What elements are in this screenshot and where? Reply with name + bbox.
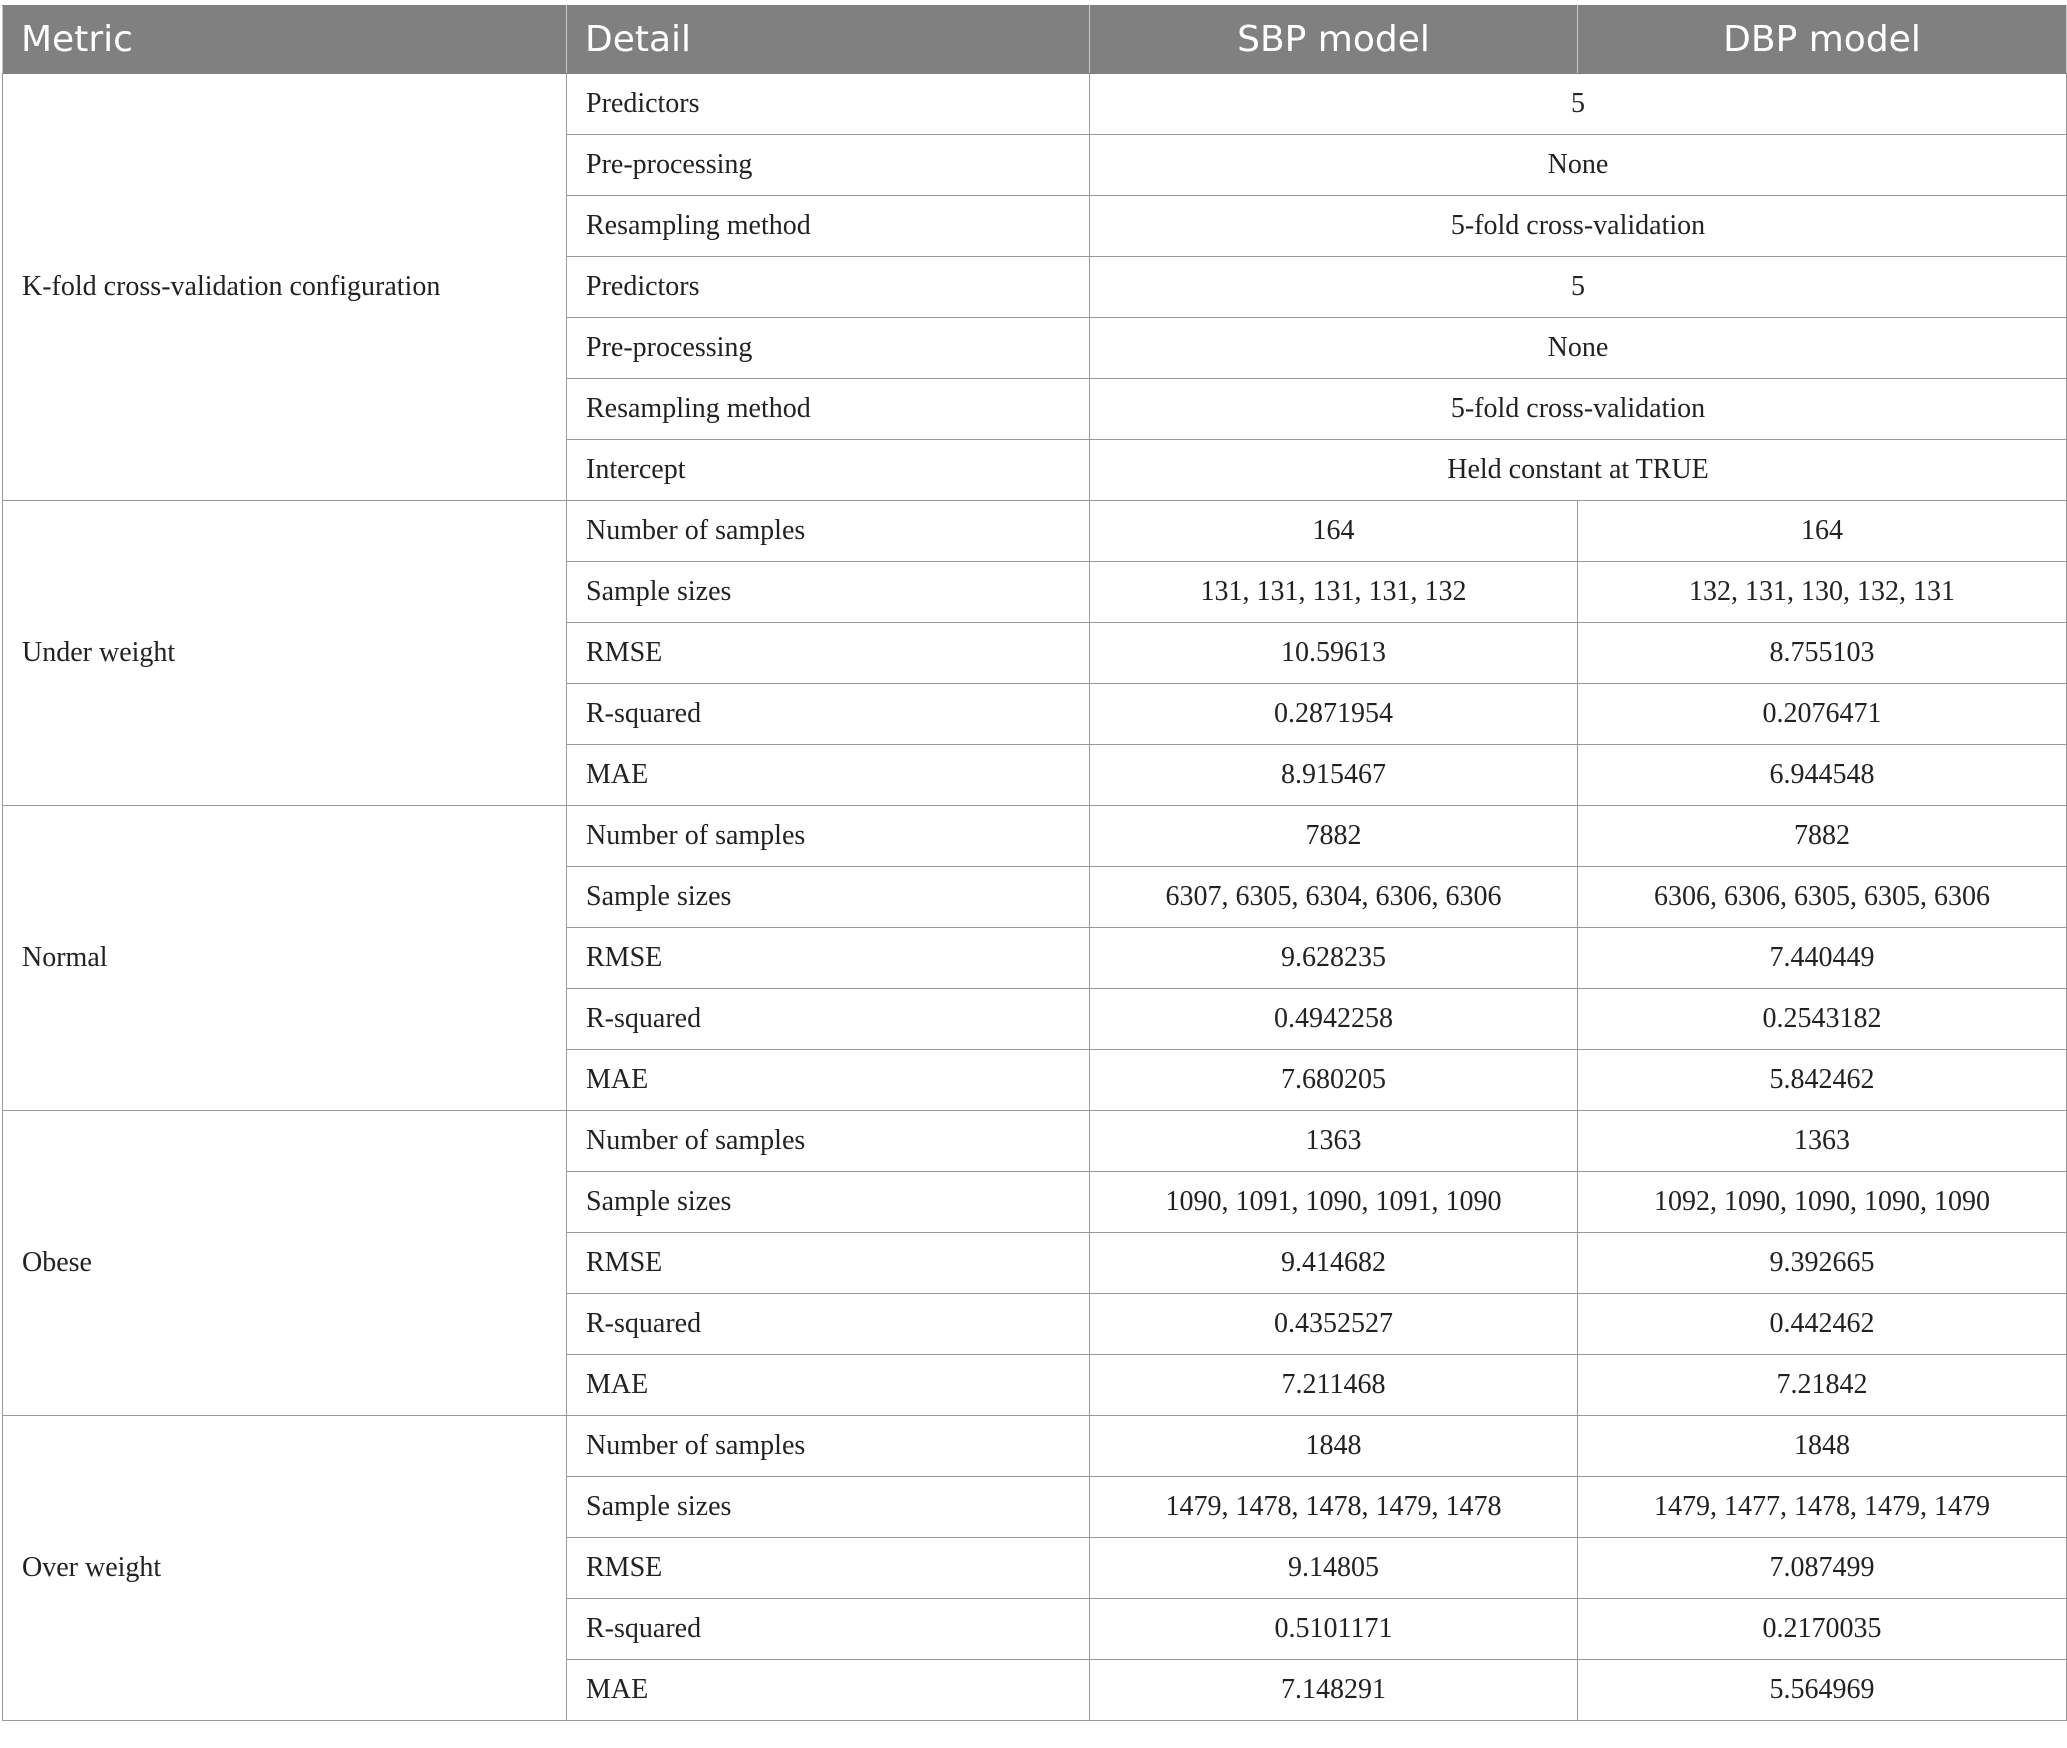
shared-value-cell: 5-fold cross-validation <box>1090 196 2067 257</box>
sbp-value-cell: 7.211468 <box>1090 1355 1578 1416</box>
detail-cell: Sample sizes <box>567 1172 1090 1233</box>
detail-cell: Sample sizes <box>567 562 1090 623</box>
dbp-value-cell: 0.442462 <box>1578 1294 2067 1355</box>
metric-group-cell: K-fold cross-validation configuration <box>3 74 567 501</box>
table-row <box>3 1111 2067 1172</box>
dbp-value-cell: 5.564969 <box>1578 1660 2067 1721</box>
detail-cell: R-squared <box>567 1294 1090 1355</box>
header-detail: Detail <box>567 6 1090 74</box>
shared-value-cell: None <box>1090 318 2067 379</box>
sbp-value-cell: 1090, 1091, 1090, 1091, 1090 <box>1090 1172 1578 1233</box>
detail-cell: R-squared <box>567 1599 1090 1660</box>
dbp-value-cell: 7.087499 <box>1578 1538 2067 1599</box>
dbp-value-cell: 164 <box>1578 501 2067 562</box>
metric-group-cell: Normal <box>3 806 567 1111</box>
detail-cell: Resampling method <box>567 379 1090 440</box>
sbp-value-cell: 9.14805 <box>1090 1538 1578 1599</box>
sbp-value-cell: 6307, 6305, 6304, 6306, 6306 <box>1090 867 1578 928</box>
dbp-value-cell: 7.440449 <box>1578 928 2067 989</box>
dbp-value-cell: 1363 <box>1578 1111 2067 1172</box>
sbp-value-cell: 7.148291 <box>1090 1660 1578 1721</box>
metric-group-cell: Under weight <box>3 501 567 806</box>
detail-cell: R-squared <box>567 684 1090 745</box>
dbp-value-cell: 9.392665 <box>1578 1233 2067 1294</box>
table-row <box>3 1416 2067 1477</box>
detail-cell: MAE <box>567 1660 1090 1721</box>
dbp-value-cell: 1092, 1090, 1090, 1090, 1090 <box>1578 1172 2067 1233</box>
dbp-value-cell: 7.21842 <box>1578 1355 2067 1416</box>
sbp-value-cell: 1479, 1478, 1478, 1479, 1478 <box>1090 1477 1578 1538</box>
dbp-value-cell: 5.842462 <box>1578 1050 2067 1111</box>
shared-value-cell: 5 <box>1090 257 2067 318</box>
sbp-value-cell: 0.4942258 <box>1090 989 1578 1050</box>
sbp-value-cell: 9.628235 <box>1090 928 1578 989</box>
detail-cell: MAE <box>567 1355 1090 1416</box>
detail-cell: Sample sizes <box>567 1477 1090 1538</box>
table-row <box>3 501 2067 562</box>
dbp-value-cell: 8.755103 <box>1578 623 2067 684</box>
dbp-value-cell: 132, 131, 130, 132, 131 <box>1578 562 2067 623</box>
detail-cell: MAE <box>567 745 1090 806</box>
dbp-value-cell: 0.2170035 <box>1578 1599 2067 1660</box>
detail-cell: Predictors <box>567 257 1090 318</box>
sbp-value-cell: 7882 <box>1090 806 1578 867</box>
dbp-value-cell: 0.2543182 <box>1578 989 2067 1050</box>
shared-value-cell: Held constant at TRUE <box>1090 440 2067 501</box>
header-sbp-model: SBP model <box>1090 6 1578 74</box>
detail-cell: Resampling method <box>567 196 1090 257</box>
detail-cell: Predictors <box>567 74 1090 135</box>
sbp-value-cell: 7.680205 <box>1090 1050 1578 1111</box>
sbp-value-cell: 8.915467 <box>1090 745 1578 806</box>
dbp-value-cell: 1848 <box>1578 1416 2067 1477</box>
sbp-value-cell: 131, 131, 131, 131, 132 <box>1090 562 1578 623</box>
sbp-value-cell: 0.4352527 <box>1090 1294 1578 1355</box>
table-body <box>3 74 2067 1721</box>
shared-value-cell: None <box>1090 135 2067 196</box>
sbp-value-cell: 164 <box>1090 501 1578 562</box>
detail-cell: RMSE <box>567 1233 1090 1294</box>
metric-group-cell: Over weight <box>3 1416 567 1721</box>
shared-value-cell: 5-fold cross-validation <box>1090 379 2067 440</box>
table-header <box>3 6 2067 74</box>
detail-cell: Number of samples <box>567 1416 1090 1477</box>
detail-cell: Number of samples <box>567 501 1090 562</box>
sbp-value-cell: 1363 <box>1090 1111 1578 1172</box>
detail-cell: RMSE <box>567 928 1090 989</box>
sbp-value-cell: 1848 <box>1090 1416 1578 1477</box>
detail-cell: RMSE <box>567 623 1090 684</box>
metric-group-cell: Obese <box>3 1111 567 1416</box>
dbp-value-cell: 0.2076471 <box>1578 684 2067 745</box>
sbp-value-cell: 10.59613 <box>1090 623 1578 684</box>
header-row <box>3 6 2067 74</box>
dbp-value-cell: 1479, 1477, 1478, 1479, 1479 <box>1578 1477 2067 1538</box>
detail-cell: R-squared <box>567 989 1090 1050</box>
table-row <box>3 74 2067 135</box>
sbp-value-cell: 9.414682 <box>1090 1233 1578 1294</box>
detail-cell: Sample sizes <box>567 867 1090 928</box>
sbp-value-cell: 0.2871954 <box>1090 684 1578 745</box>
table-row <box>3 806 2067 867</box>
header-metric: Metric <box>3 6 567 74</box>
dbp-value-cell: 6.944548 <box>1578 745 2067 806</box>
metrics-table <box>2 5 2067 1721</box>
sbp-value-cell: 0.5101171 <box>1090 1599 1578 1660</box>
detail-cell: MAE <box>567 1050 1090 1111</box>
detail-cell: Pre-processing <box>567 135 1090 196</box>
dbp-value-cell: 6306, 6306, 6305, 6305, 6306 <box>1578 867 2067 928</box>
dbp-value-cell: 7882 <box>1578 806 2067 867</box>
detail-cell: Number of samples <box>567 1111 1090 1172</box>
detail-cell: Pre-processing <box>567 318 1090 379</box>
detail-cell: Intercept <box>567 440 1090 501</box>
header-dbp-model: DBP model <box>1578 6 2067 74</box>
detail-cell: Number of samples <box>567 806 1090 867</box>
detail-cell: RMSE <box>567 1538 1090 1599</box>
shared-value-cell: 5 <box>1090 74 2067 135</box>
